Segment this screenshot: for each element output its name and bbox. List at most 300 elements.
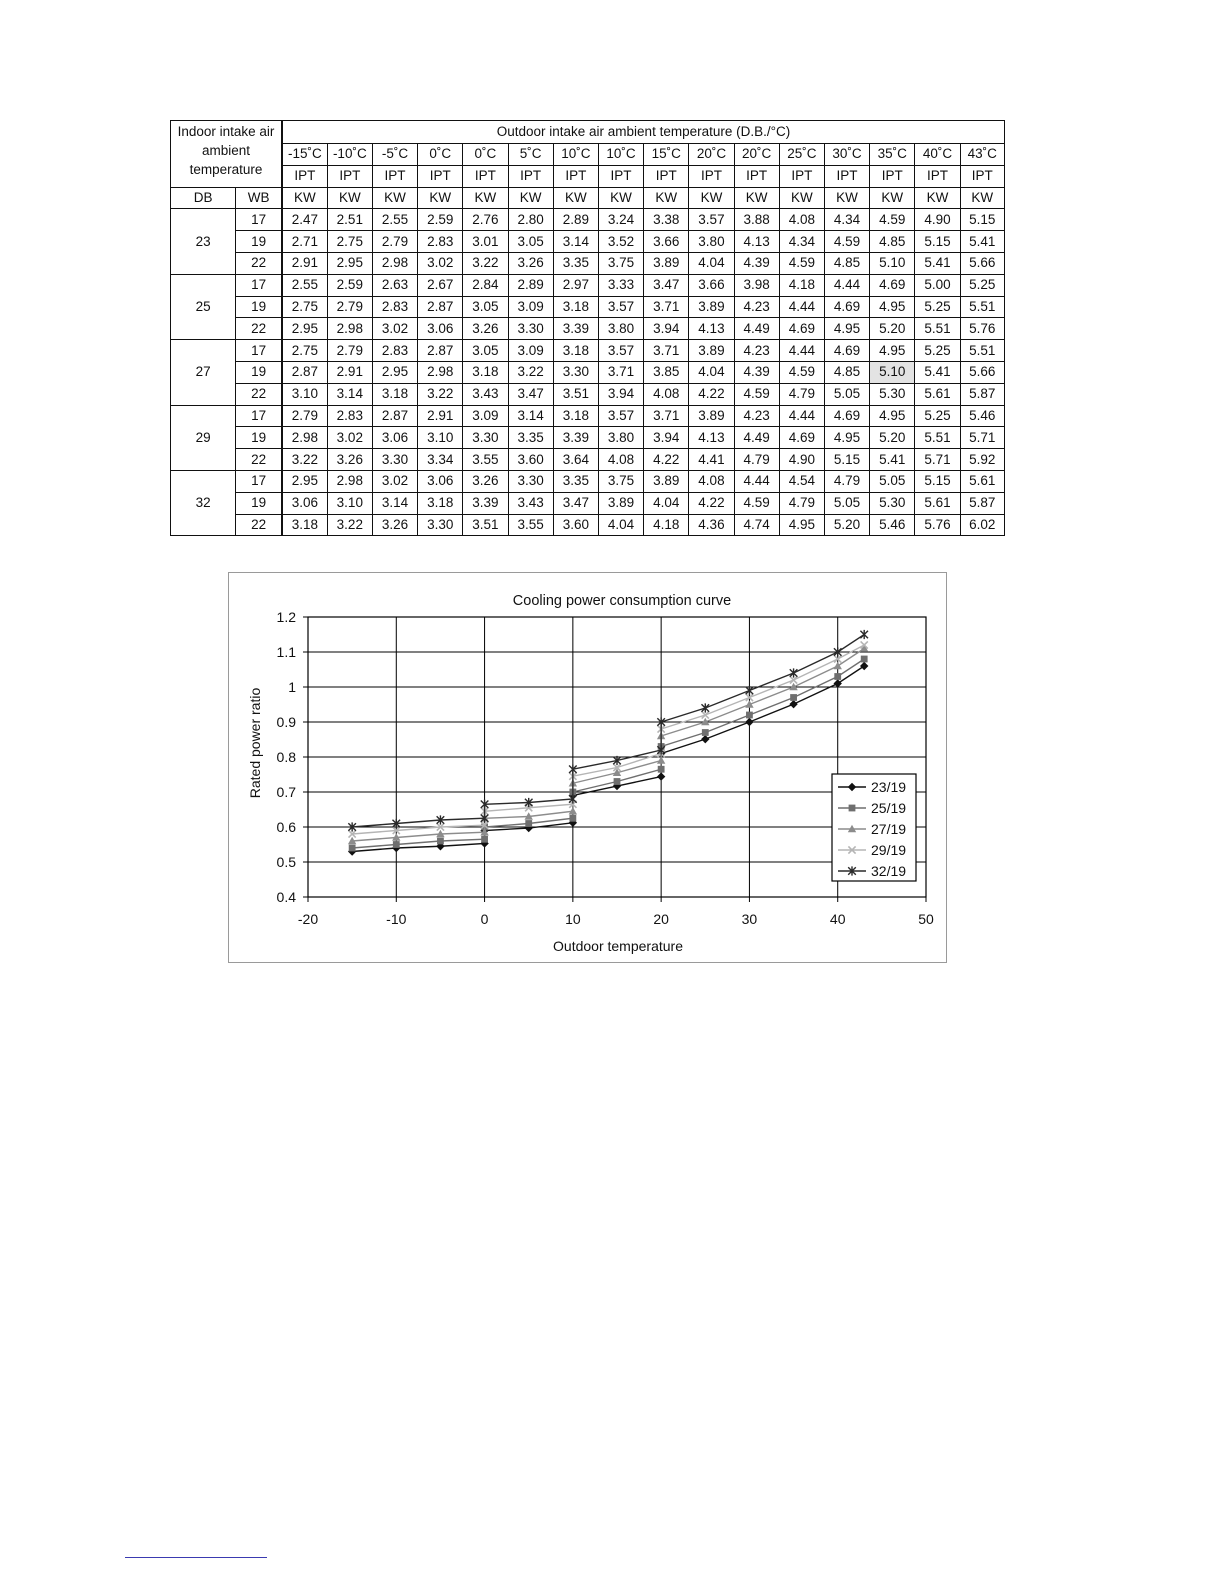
value-cell: 2.91: [282, 252, 327, 274]
wb-cell: 19: [236, 361, 282, 383]
value-cell: 5.30: [870, 383, 915, 405]
value-cell: 4.18: [779, 274, 824, 296]
table-row: [171, 405, 1005, 427]
value-cell: 5.15: [960, 209, 1004, 231]
value-cell: 5.05: [824, 492, 869, 514]
ipt-cell-11: IPT: [779, 165, 824, 187]
value-cell: 3.22: [282, 449, 327, 471]
value-cell: 3.89: [689, 340, 734, 362]
value-cell: 3.26: [463, 470, 508, 492]
value-cell: 4.95: [870, 405, 915, 427]
value-cell: 3.43: [463, 383, 508, 405]
value-cell: 4.79: [734, 449, 779, 471]
value-cell: 3.30: [372, 449, 417, 471]
value-cell: 2.71: [282, 231, 327, 253]
ipt-row: [171, 165, 1005, 187]
value-cell: 3.57: [598, 405, 643, 427]
chart-legend: [832, 774, 916, 881]
db-cell: 32: [171, 470, 236, 535]
value-cell: 5.61: [960, 470, 1004, 492]
value-cell: 2.98: [372, 252, 417, 274]
value-cell: 4.44: [779, 296, 824, 318]
value-cell: 2.87: [418, 340, 463, 362]
y-tick-label: 0.4: [276, 889, 296, 905]
value-cell: 3.18: [418, 492, 463, 514]
value-cell: 3.14: [508, 405, 553, 427]
wb-cell: 22: [236, 449, 282, 471]
value-cell: 5.25: [915, 340, 960, 362]
value-cell: 3.75: [598, 470, 643, 492]
value-cell: 3.89: [689, 296, 734, 318]
value-cell: 3.52: [598, 231, 643, 253]
value-cell: 5.46: [870, 514, 915, 536]
value-cell: 2.67: [418, 274, 463, 296]
value-cell: 4.36: [689, 514, 734, 536]
value-cell: 3.94: [598, 383, 643, 405]
unit-row: [171, 187, 1005, 209]
value-cell: 3.89: [598, 492, 643, 514]
data-point: [860, 630, 868, 639]
value-cell: 4.95: [824, 427, 869, 449]
value-cell: 5.10: [870, 361, 915, 383]
series-line: [352, 635, 864, 828]
wb-header: WB: [236, 187, 282, 209]
value-cell: 4.34: [824, 209, 869, 231]
data-point: [437, 838, 444, 845]
value-cell: 3.57: [598, 296, 643, 318]
value-cell: 3.10: [418, 427, 463, 449]
value-cell: 4.13: [734, 231, 779, 253]
value-cell: 3.39: [553, 318, 598, 340]
value-cell: 3.30: [418, 514, 463, 536]
legend-label: 32/19: [871, 863, 907, 879]
value-cell: 3.66: [689, 274, 734, 296]
x-tick-label: -20: [297, 911, 319, 927]
value-cell: 3.75: [598, 252, 643, 274]
header-row-1: [171, 121, 1005, 144]
value-cell: 3.98: [734, 274, 779, 296]
value-cell: 5.05: [824, 383, 869, 405]
value-cell: 2.76: [463, 209, 508, 231]
value-cell: 5.76: [915, 514, 960, 536]
ipt-cell-3: IPT: [418, 165, 463, 187]
ipt-cell-0: IPT: [282, 165, 327, 187]
data-point: [834, 679, 842, 687]
value-cell: 5.25: [915, 296, 960, 318]
value-cell: 3.47: [508, 383, 553, 405]
indoor-header-line-1: Indoor intake air: [177, 124, 275, 139]
value-cell: 2.98: [327, 318, 372, 340]
wb-cell: 17: [236, 209, 282, 231]
unit-cell-7: KW: [598, 187, 643, 209]
value-cell: 3.02: [372, 318, 417, 340]
value-cell: 3.09: [463, 405, 508, 427]
indoor-temp-header: [171, 121, 283, 188]
value-cell: 2.91: [327, 361, 372, 383]
value-cell: 4.41: [689, 449, 734, 471]
value-cell: 4.69: [779, 427, 824, 449]
value-cell: 5.87: [960, 492, 1004, 514]
value-cell: 5.51: [960, 296, 1004, 318]
table-row: [171, 318, 1005, 340]
value-cell: 5.71: [915, 449, 960, 471]
value-cell: 3.39: [463, 492, 508, 514]
data-point: [701, 703, 709, 712]
value-cell: 2.98: [282, 427, 327, 449]
wb-cell: 19: [236, 492, 282, 514]
wb-cell: 22: [236, 383, 282, 405]
unit-cell-13: KW: [870, 187, 915, 209]
value-cell: 3.80: [598, 427, 643, 449]
data-point: [790, 668, 798, 677]
value-cell: 5.20: [870, 318, 915, 340]
value-cell: 3.71: [644, 296, 689, 318]
unit-cell-9: KW: [689, 187, 734, 209]
data-point: [745, 718, 753, 726]
table-row: [171, 340, 1005, 362]
chart-title: Cooling power consumption curve: [512, 593, 732, 609]
unit-cell-1: KW: [327, 187, 372, 209]
power-consumption-table: [170, 120, 1005, 536]
value-cell: 4.44: [779, 405, 824, 427]
value-cell: 3.47: [553, 492, 598, 514]
value-cell: 4.69: [824, 296, 869, 318]
value-cell: 2.79: [327, 340, 372, 362]
table-row: [171, 514, 1005, 536]
value-cell: 2.98: [327, 470, 372, 492]
value-cell: 3.39: [553, 427, 598, 449]
value-cell: 3.14: [327, 383, 372, 405]
ipt-cell-9: IPT: [689, 165, 734, 187]
value-cell: 4.23: [734, 405, 779, 427]
value-cell: 3.02: [418, 252, 463, 274]
value-cell: 3.35: [508, 427, 553, 449]
ipt-cell-2: IPT: [372, 165, 417, 187]
db-cell: 25: [171, 274, 236, 339]
value-cell: 2.51: [327, 209, 372, 231]
outdoor-temp-col-5: 5˚C: [508, 144, 553, 166]
value-cell: 4.04: [598, 514, 643, 536]
value-cell: 4.59: [870, 209, 915, 231]
table-row: [171, 274, 1005, 296]
x-tick-label: 50: [918, 911, 934, 927]
ipt-cell-6: IPT: [553, 165, 598, 187]
ipt-cell-13: IPT: [870, 165, 915, 187]
value-cell: 4.04: [644, 492, 689, 514]
value-cell: 2.83: [372, 340, 417, 362]
value-cell: 3.80: [689, 231, 734, 253]
value-cell: 5.10: [870, 252, 915, 274]
legend-label: 27/19: [871, 821, 907, 837]
ipt-cell-4: IPT: [463, 165, 508, 187]
value-cell: 2.75: [282, 296, 327, 318]
wb-cell: 19: [236, 296, 282, 318]
table-row: [171, 296, 1005, 318]
value-cell: 4.04: [689, 361, 734, 383]
ipt-cell-1: IPT: [327, 165, 372, 187]
value-cell: 5.51: [915, 318, 960, 340]
value-cell: 2.84: [463, 274, 508, 296]
value-cell: 5.46: [960, 405, 1004, 427]
value-cell: 3.60: [508, 449, 553, 471]
outdoor-temp-col-9: 20˚C: [689, 144, 734, 166]
outdoor-temp-header: Outdoor intake air ambient temperature (D.B./°C): [282, 121, 1004, 144]
data-point: [614, 778, 621, 785]
value-cell: 2.91: [418, 405, 463, 427]
value-cell: 3.30: [463, 427, 508, 449]
wb-cell: 17: [236, 340, 282, 362]
table-body: [171, 209, 1005, 536]
value-cell: 2.95: [327, 252, 372, 274]
data-point: [834, 673, 841, 680]
value-cell: 3.33: [598, 274, 643, 296]
value-cell: 3.06: [418, 470, 463, 492]
value-cell: 4.08: [598, 449, 643, 471]
value-cell: 4.59: [824, 231, 869, 253]
table-row: [171, 427, 1005, 449]
temperature-column-row: [171, 144, 1005, 166]
value-cell: 4.49: [734, 427, 779, 449]
value-cell: 3.18: [553, 405, 598, 427]
value-cell: 3.10: [282, 383, 327, 405]
data-point: [657, 772, 665, 780]
value-cell: 5.61: [915, 383, 960, 405]
data-point: [860, 662, 868, 670]
value-cell: 3.06: [372, 427, 417, 449]
value-cell: 4.49: [734, 318, 779, 340]
y-axis-title: Rated power ratio: [247, 687, 263, 799]
value-cell: 2.79: [372, 231, 417, 253]
outdoor-temp-col-10: 20˚C: [734, 144, 779, 166]
wb-cell: 19: [236, 427, 282, 449]
unit-cell-3: KW: [418, 187, 463, 209]
value-cell: 3.26: [327, 449, 372, 471]
value-cell: 3.18: [463, 361, 508, 383]
value-cell: 3.43: [508, 492, 553, 514]
value-cell: 5.61: [915, 492, 960, 514]
value-cell: 4.44: [779, 340, 824, 362]
x-tick-label: 10: [565, 911, 581, 927]
series-line: [352, 666, 864, 852]
value-cell: 3.18: [553, 296, 598, 318]
value-cell: 4.59: [734, 383, 779, 405]
table-row: [171, 492, 1005, 514]
value-cell: 3.05: [463, 340, 508, 362]
value-cell: 4.95: [870, 296, 915, 318]
value-cell: 2.87: [372, 405, 417, 427]
value-cell: 3.02: [327, 427, 372, 449]
value-cell: 4.69: [824, 340, 869, 362]
footnote-rule: [125, 1557, 267, 1558]
value-cell: 5.51: [960, 340, 1004, 362]
value-cell: 3.51: [463, 514, 508, 536]
outdoor-temp-col-1: -10˚C: [327, 144, 372, 166]
value-cell: 4.90: [915, 209, 960, 231]
unit-cell-10: KW: [734, 187, 779, 209]
value-cell: 3.85: [644, 361, 689, 383]
unit-cell-14: KW: [915, 187, 960, 209]
value-cell: 4.39: [734, 252, 779, 274]
y-tick-label: 0.6: [276, 819, 296, 835]
value-cell: 4.85: [870, 231, 915, 253]
x-tick-label: 0: [480, 911, 489, 927]
value-cell: 5.66: [960, 361, 1004, 383]
value-cell: 2.89: [508, 274, 553, 296]
table-row: [171, 231, 1005, 253]
value-cell: 3.05: [508, 231, 553, 253]
value-cell: 4.79: [779, 492, 824, 514]
value-cell: 4.90: [779, 449, 824, 471]
value-cell: 3.30: [508, 318, 553, 340]
value-cell: 4.69: [779, 318, 824, 340]
data-point: [349, 845, 356, 852]
value-cell: 3.35: [553, 252, 598, 274]
value-cell: 3.22: [508, 361, 553, 383]
ipt-cell-15: IPT: [960, 165, 1004, 187]
value-cell: 4.79: [779, 383, 824, 405]
value-cell: 4.23: [734, 340, 779, 362]
y-tick-label: 0.8: [276, 749, 296, 765]
series-32-19: [348, 630, 868, 832]
chart-series: [348, 630, 868, 856]
value-cell: 3.55: [508, 514, 553, 536]
value-cell: 3.09: [508, 340, 553, 362]
value-cell: 3.89: [644, 470, 689, 492]
value-cell: 2.79: [282, 405, 327, 427]
value-cell: 4.95: [824, 318, 869, 340]
value-cell: 5.66: [960, 252, 1004, 274]
value-cell: 5.51: [915, 427, 960, 449]
unit-cell-4: KW: [463, 187, 508, 209]
value-cell: 3.30: [508, 470, 553, 492]
y-tick-label: 0.5: [276, 854, 296, 870]
value-cell: 2.87: [418, 296, 463, 318]
x-tick-label: 20: [653, 911, 669, 927]
value-cell: 2.55: [282, 274, 327, 296]
value-cell: 4.59: [779, 361, 824, 383]
unit-cell-6: KW: [553, 187, 598, 209]
series-29-19: [349, 641, 868, 837]
value-cell: 4.13: [689, 427, 734, 449]
value-cell: 4.69: [870, 274, 915, 296]
table-row: [171, 209, 1005, 231]
outdoor-temp-col-14: 40˚C: [915, 144, 960, 166]
value-cell: 5.87: [960, 383, 1004, 405]
table-row: [171, 449, 1005, 471]
ipt-cell-5: IPT: [508, 165, 553, 187]
outdoor-temp-col-2: -5˚C: [372, 144, 417, 166]
value-cell: 5.05: [870, 470, 915, 492]
series-line: [352, 645, 864, 834]
outdoor-temp-col-4: 0˚C: [463, 144, 508, 166]
outdoor-temp-col-13: 35˚C: [870, 144, 915, 166]
value-cell: 4.13: [689, 318, 734, 340]
value-cell: 4.39: [734, 361, 779, 383]
value-cell: 5.15: [915, 470, 960, 492]
value-cell: 4.22: [689, 492, 734, 514]
value-cell: 5.20: [870, 427, 915, 449]
value-cell: 4.59: [734, 492, 779, 514]
value-cell: 3.18: [553, 340, 598, 362]
value-cell: 3.60: [553, 514, 598, 536]
unit-cell-12: KW: [824, 187, 869, 209]
value-cell: 3.01: [463, 231, 508, 253]
value-cell: 2.83: [372, 296, 417, 318]
cooling-power-chart: [228, 572, 947, 963]
value-cell: 4.22: [689, 383, 734, 405]
data-point: [746, 712, 753, 719]
value-cell: 5.41: [960, 231, 1004, 253]
data-point: [849, 805, 856, 812]
value-cell: 5.41: [870, 449, 915, 471]
data-point: [701, 735, 709, 743]
value-cell: 4.85: [824, 361, 869, 383]
table-row: [171, 361, 1005, 383]
value-cell: 3.57: [598, 340, 643, 362]
value-cell: 5.15: [824, 449, 869, 471]
data-point: [481, 836, 488, 843]
value-cell: 4.23: [734, 296, 779, 318]
unit-cell-15: KW: [960, 187, 1004, 209]
value-cell: 3.66: [644, 231, 689, 253]
value-cell: 2.83: [418, 231, 463, 253]
value-cell: 3.10: [327, 492, 372, 514]
y-tick-label: 1: [288, 679, 296, 695]
value-cell: 3.94: [644, 318, 689, 340]
value-cell: 4.08: [779, 209, 824, 231]
ipt-cell-8: IPT: [644, 165, 689, 187]
value-cell: 3.18: [282, 514, 327, 536]
value-cell: 4.18: [644, 514, 689, 536]
value-cell: 2.75: [327, 231, 372, 253]
value-cell: 4.44: [734, 470, 779, 492]
wb-cell: 17: [236, 405, 282, 427]
value-cell: 3.26: [372, 514, 417, 536]
unit-cell-8: KW: [644, 187, 689, 209]
value-cell: 3.14: [372, 492, 417, 514]
value-cell: 4.44: [824, 274, 869, 296]
wb-cell: 22: [236, 514, 282, 536]
value-cell: 3.35: [553, 470, 598, 492]
outdoor-temp-col-7: 10˚C: [598, 144, 643, 166]
db-cell: 27: [171, 340, 236, 405]
value-cell: 2.47: [282, 209, 327, 231]
value-cell: 2.98: [418, 361, 463, 383]
value-cell: 3.24: [598, 209, 643, 231]
data-point: [746, 686, 754, 695]
value-cell: 4.74: [734, 514, 779, 536]
outdoor-temp-col-15: 43˚C: [960, 144, 1004, 166]
value-cell: 3.80: [598, 318, 643, 340]
table-row: [171, 470, 1005, 492]
value-cell: 4.54: [779, 470, 824, 492]
outdoor-temp-col-8: 15˚C: [644, 144, 689, 166]
value-cell: 2.95: [372, 361, 417, 383]
wb-cell: 22: [236, 318, 282, 340]
value-cell: 3.09: [508, 296, 553, 318]
value-cell: 3.26: [463, 318, 508, 340]
value-cell: 2.95: [282, 318, 327, 340]
y-tick-label: 1.2: [276, 609, 296, 625]
data-point: [658, 766, 665, 773]
value-cell: 4.69: [824, 405, 869, 427]
value-cell: 3.51: [553, 383, 598, 405]
value-cell: 3.57: [689, 209, 734, 231]
ipt-cell-10: IPT: [734, 165, 779, 187]
value-cell: 3.05: [463, 296, 508, 318]
value-cell: 3.88: [734, 209, 779, 231]
wb-cell: 19: [236, 231, 282, 253]
